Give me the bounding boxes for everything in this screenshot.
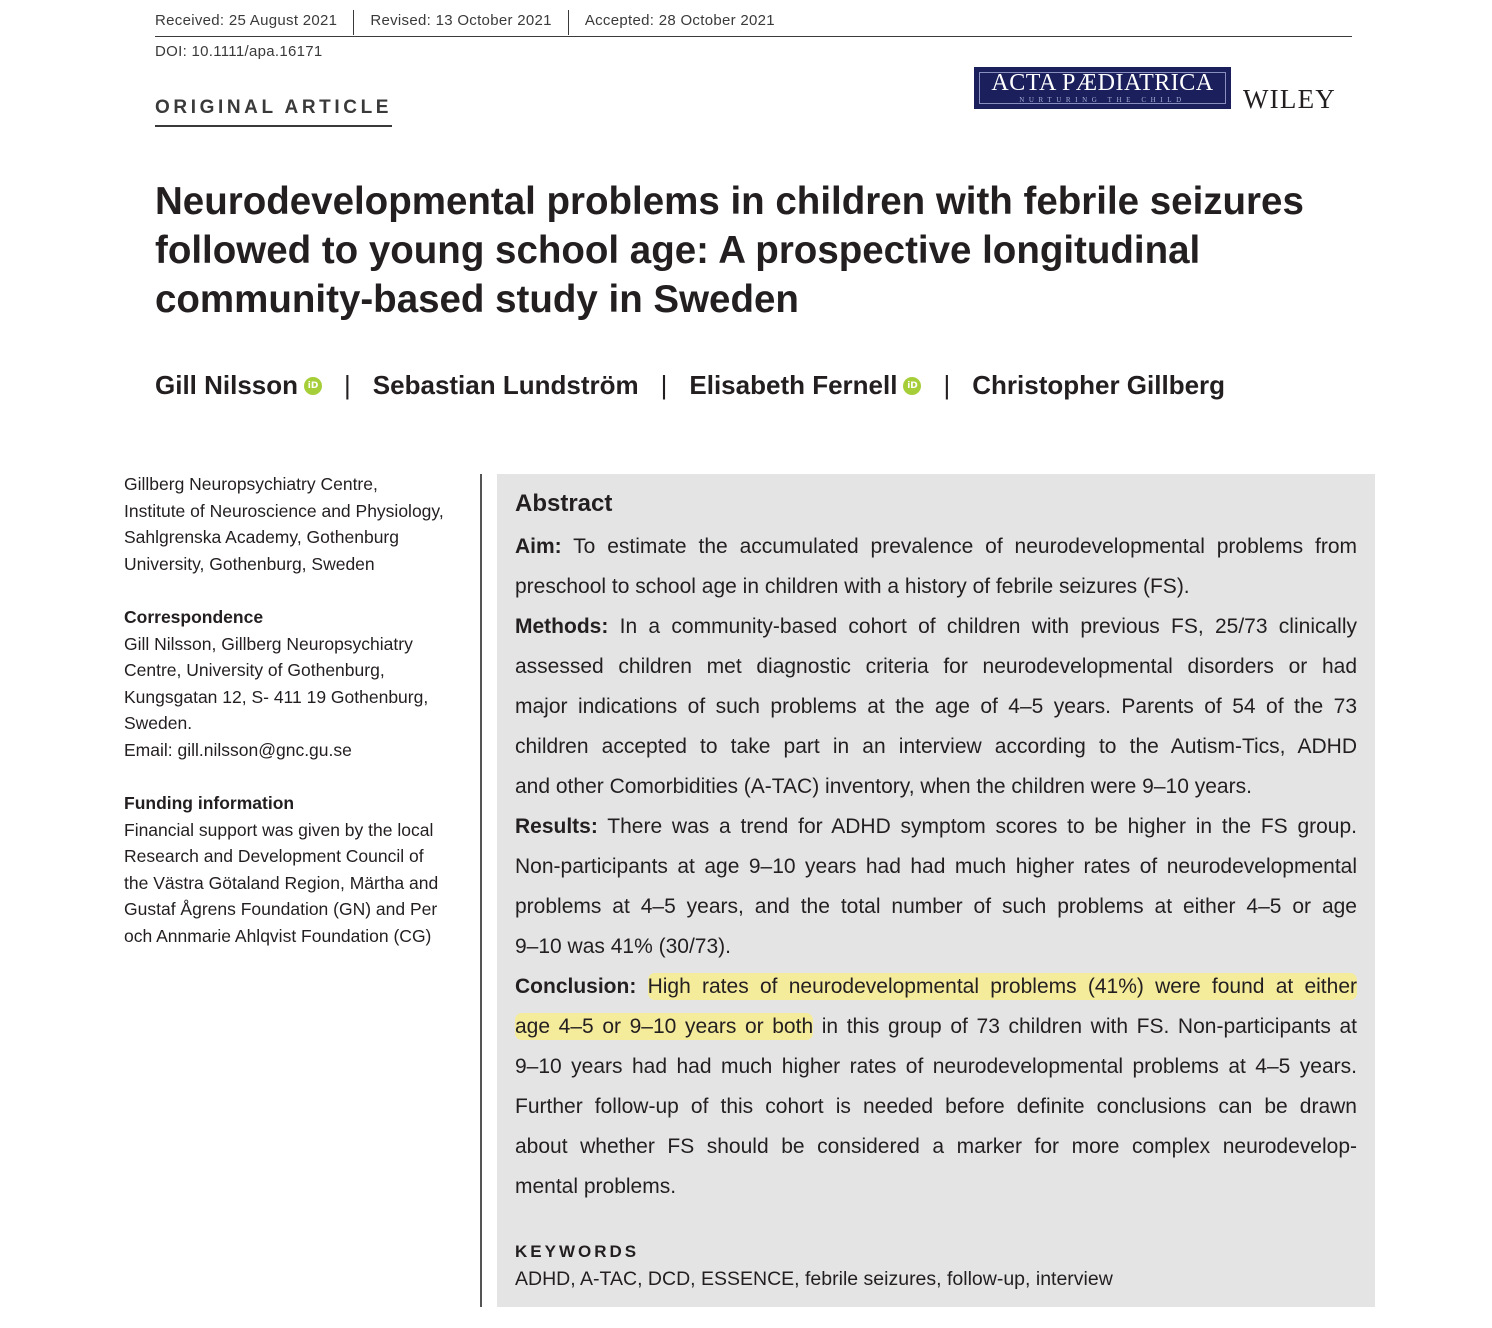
abstract-line [515,1007,1357,1047]
results-label: Results: [515,815,598,838]
correspondence [124,604,464,763]
keywords-heading: KEYWORDS [515,1242,640,1261]
orcid-icon[interactable]: iD [903,377,921,395]
aim-label: Aim: [515,535,562,558]
abstract-line: preschool to school age in children with a history of febrile seizures (FS). [515,575,1190,598]
funding-line: Financial support was given by the local [124,819,434,840]
correspondence-heading: Correspondence [124,607,264,627]
abstract-line: 9–10 was 41% (30/73). [515,935,731,958]
affiliation [124,471,464,577]
abstract-line: about whether FS should be considered a marker for more complex neurodevelop- [515,1135,1357,1158]
results-text: There was a trend for ADHD symptom scores to be higher in the FS group. [597,815,1357,838]
aim-text: To estimate the accumulated prevalence of neurodevelopmental problems from [561,535,1357,558]
affiliation-line: Gillberg Neuropsychiatry Centre, [124,474,378,494]
abstract-line: Further follow-up of this cohort is needed before definite conclusions can be drawn [515,1095,1357,1118]
publication-dates [155,10,1352,37]
funding-line: och Annmarie Ahlqvist Foundation (CG) [124,925,432,946]
highlighted-text[interactable]: age 4–5 or 9–10 years or both [515,1015,814,1038]
abstract-line: mental problems. [515,1175,677,1198]
author-list [155,370,1225,401]
abstract-line [515,607,1357,647]
abstract-line [515,967,1357,1007]
affiliation-line: Institute of Neuroscience and Physiology, [124,500,444,521]
funding-information [124,790,464,949]
correspondence-line: Gill Nilsson, Gillberg Neuropsychiatry [124,633,413,654]
journal-name: ACTA PÆDIATRICA [991,70,1214,96]
funding-line: Gustaf Ågrens Foundation (GN) and Per [124,899,438,919]
journal-tagline: NURTURING THE CHILD [1019,96,1186,104]
received-date: Received: 25 August 2021 [155,12,338,29]
author-separator: | [943,370,951,400]
affiliation-line: Sahlgrenska Academy, Gothenburg [124,527,399,547]
author-separator: | [344,370,351,400]
methods-text: In a community-based cohort of children with previous FS, 25/73 clinically [608,615,1357,638]
abstract-line: 9–10 years had had much higher rates of neurodevelopmental problems at 4–5 years. [515,1055,1357,1078]
funding-heading: Funding information [124,793,295,813]
column-divider [480,474,482,1307]
article-info-sidebar [124,471,464,976]
article-type: ORIGINAL ARTICLE [155,97,392,127]
keywords-list: ADHD, A-TAC, DCD, ESSENCE, febrile seizures, follow-up, interview [515,1268,1113,1290]
abstract-body [515,527,1357,1207]
funding-line: the Västra Götaland Region, Märtha and [124,872,439,893]
abstract-line [515,527,1357,567]
abstract-line: major indications of such problems at the age of 4–5 years. Parents of 54 of the 73 [515,695,1357,718]
date-divider [568,10,569,35]
author-name[interactable]: Gill Nilsson [155,370,299,400]
highlighted-text[interactable]: High rates of neurodevelopmental problems (41%) were found at either [647,975,1357,998]
author-name[interactable]: Elisabeth Fernell [689,370,898,400]
methods-label: Methods: [515,615,609,638]
affiliation-line: University, Gothenburg, Sweden [124,553,375,574]
funding-line: Research and Development Council of [124,846,424,866]
conclusion-text: in this group of 73 children with FS. Non-participants at [813,1015,1357,1038]
abstract-line [515,807,1357,847]
revised-date: Revised: 13 October 2021 [370,12,552,29]
abstract-heading: Abstract [515,490,613,517]
abstract-line: children accepted to take part in an interview according to the Autism-Tics, ADHD [515,735,1357,758]
abstract-line: and other Comorbidities (A-TAC) inventory, when the children were 9–10 years. [515,775,1252,798]
doi[interactable]: DOI: 10.1111/apa.16171 [155,43,323,60]
abstract-line: assessed children met diagnostic criteria for neurodevelopmental disorders or had [515,655,1357,678]
author-name[interactable]: Christopher Gillberg [972,370,1226,400]
correspondence-line: Sweden. [124,713,193,733]
correspondence-line: Centre, University of Gothenburg, [124,660,385,680]
author-separator: | [660,370,668,400]
author-name[interactable]: Sebastian Lundström [372,370,639,400]
abstract-line: Non-participants at age 9–10 years had had much higher rates of neurodevelopmental [515,855,1357,878]
correspondence-line: Kungsgatan 12, S- 411 19 Gothenburg, [124,686,429,707]
correspondence-email[interactable]: Email: gill.nilsson@gnc.gu.se [124,739,352,760]
abstract-box [497,474,1375,1307]
accepted-date: Accepted: 28 October 2021 [584,12,775,29]
journal-logo[interactable] [974,67,1231,109]
abstract-line: problems at 4–5 years, and the total number of such problems at either 4–5 or age [515,895,1357,918]
conclusion-label: Conclusion: [515,975,637,998]
article-title: Neurodevelopmental problems in children with febrile seizures followed to young school age: A prospective longitudinal community-based study in Sweden [155,180,1304,321]
publisher-logo[interactable]: WILEY [1243,84,1336,114]
orcid-icon[interactable]: iD [304,377,322,395]
date-divider [353,10,354,35]
